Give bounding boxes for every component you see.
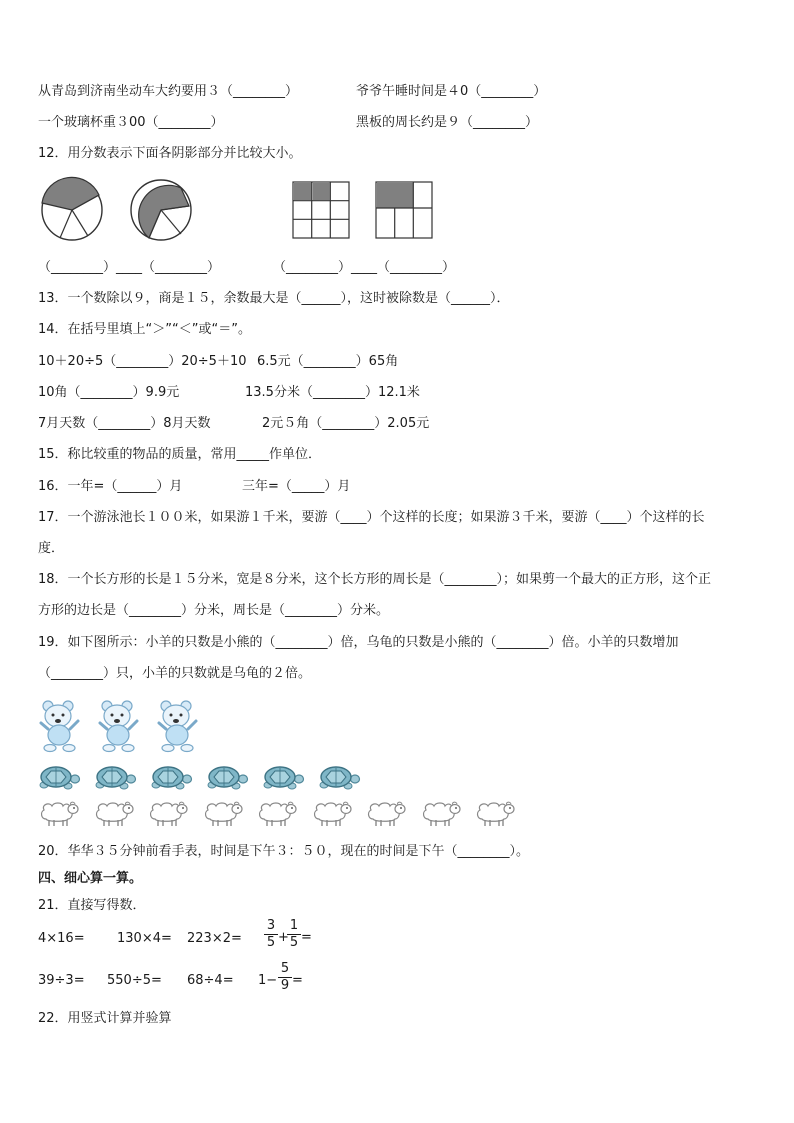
fraction-1b-numerator: 1 (289, 918, 299, 933)
fraction-2-equals: = (292, 973, 303, 988)
q19-line1: 19．如下图所示：小羊的只数是小熊的（________）倍，乌龟的只数是小熊的（________）倍。小羊的只数增加 (38, 635, 679, 650)
q16-text-a: 16．一年=（______）月 (38, 479, 183, 494)
sheep-icon (38, 800, 80, 828)
fraction-1a-denominator: 5 (264, 934, 278, 951)
q14-row1b: 6.5元（________）65角 (257, 354, 399, 369)
q17-line2: 度． (38, 541, 65, 556)
pie-figure-2 (129, 178, 193, 242)
turtle-icon (262, 764, 304, 790)
q18-line1: 18．一个长方形的长是１５分米，宽是８分米，这个长方形的周长是（________）；如果剪一个最大的正方形，这个正 (38, 572, 712, 587)
turtle-icon (318, 764, 360, 790)
calc-2-3: 68÷4= (187, 973, 234, 988)
sheep-icon (474, 800, 516, 828)
q14-row1a: 10＋20÷5（________）20÷5＋10 (38, 354, 247, 369)
fraction-1-operator: + (278, 930, 289, 945)
q17-line1: 17．一个游泳池长１００米，如果游１千米，要游（____）个这样的长度；如果游３千米，要游（____）个这样的长 (38, 510, 705, 525)
bear-icon (156, 697, 200, 753)
q13-text: 13．一个数除以９，商是１５，余数最大是（______），这时被除数是（______）． (38, 291, 510, 306)
calc-2-2: 550÷5= (107, 973, 162, 988)
q16-text-b: 三年=（_____）月 (242, 479, 351, 494)
q11-line-b: 爷爷午睡时间是４0（________） (356, 84, 547, 99)
q21-title: 21．直接写得数． (38, 898, 146, 913)
sheep-icon (365, 800, 407, 828)
q14-row3a: 7月天数（________）8月天数 (38, 416, 211, 431)
calc-1-3: 223×2= (187, 931, 242, 946)
fraction-1a-numerator: 3 (266, 918, 276, 933)
calc-2-1: 39÷3= (38, 973, 85, 988)
fraction-1-equals: = (301, 930, 312, 945)
sheep-icon (420, 800, 462, 828)
turtle-icon (94, 764, 136, 790)
fraction-1b-denominator: 5 (287, 934, 301, 951)
q12-answer-right: （________）____（________） (273, 260, 456, 275)
grid-figure-1 (293, 182, 349, 238)
q14-row3b: 2元５角（________）2.05元 (262, 416, 430, 431)
q11-line-d: 黑板的周长约是９（________） (356, 115, 539, 130)
q18-line2: 方形的边长是（________）分米，周长是（________）分米。 (38, 603, 390, 618)
q19-line2: （________）只，小羊的只数就是乌龟的２倍。 (38, 666, 312, 681)
sheep-icon (256, 800, 298, 828)
sheep-icon (311, 800, 353, 828)
q11-line-a: 从青岛到济南坐动车大约要用３（________） (38, 84, 299, 99)
fraction-2-numerator: 5 (280, 961, 290, 976)
fraction-1a (264, 918, 278, 951)
turtle-icon (150, 764, 192, 790)
section-heading: 四、细心算一算。 (38, 871, 143, 886)
fraction-2-prefix: 1− (258, 973, 278, 988)
q12-answer-left: （________）____（________） (38, 260, 221, 275)
q15-text: 15．称比较重的物品的质量，常用_____作单位． (38, 447, 322, 462)
turtle-icon (206, 764, 248, 790)
fraction-2 (278, 961, 292, 994)
calc-1-2: 130×4= (117, 931, 172, 946)
sheep-icon (93, 800, 135, 828)
fraction-1b (287, 918, 301, 951)
q11-line-c: 一个玻璃杯重３00（________） (38, 115, 224, 130)
pie-figure-1 (40, 178, 104, 242)
q22-text: 22．用竖式计算并验算 (38, 1011, 172, 1026)
sheep-icon (202, 800, 244, 828)
bear-icon (97, 697, 141, 753)
q20-text: 20．华华３５分钟前看手表，时间是下午３：５０，现在的时间是下午（________）。 (38, 844, 530, 859)
sheep-icon (147, 800, 189, 828)
q14-row2b: 13.5分米（________）12.1米 (245, 385, 420, 400)
q14-row2a: 10角（________）9.9元 (38, 385, 180, 400)
q12-title: 12．用分数表示下面各阴影部分并比较大小。 (38, 146, 302, 161)
calc-1-1: 4×16= (38, 931, 85, 946)
fraction-2-denominator: 9 (278, 977, 292, 994)
turtle-icon (38, 764, 80, 790)
bear-icon (38, 697, 82, 753)
grid-figure-2 (376, 182, 432, 238)
q14-title: 14．在括号里填上“＞”“＜”或“＝”。 (38, 322, 251, 337)
